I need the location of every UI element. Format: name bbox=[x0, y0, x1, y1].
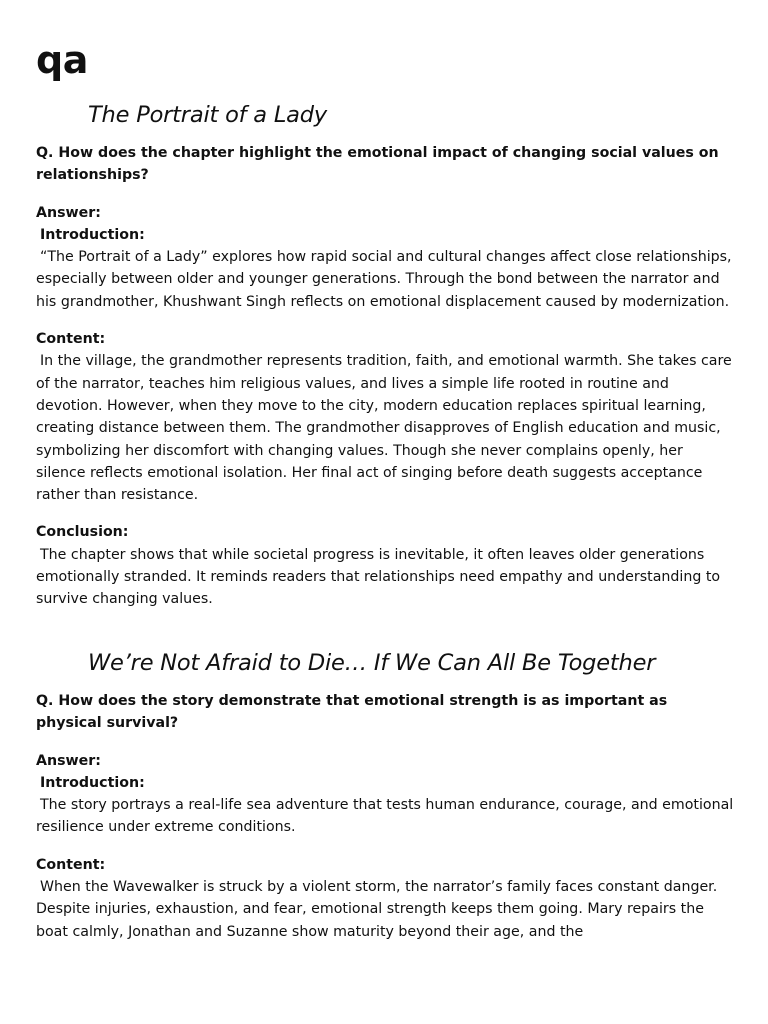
content-text bbox=[36, 876, 736, 943]
content-body: In the village, the grandmother represents tradition, faith, and emotional warmth. She takes care of the narrator, teaches him religious values, and lives a simple life rooted in routine and devotion. However, when they move to the city, modern education replaces spiritual learning, creating distance between them. The grandmother disapproves of English education and music, symbolizing her discomfort with changing values. Though she never complains openly, her silence reflects emotional isolation. Her final act of singing before death suggests acceptance rather than resistance. bbox=[36, 353, 732, 504]
content-body: When the Wavewalker is struck by a violent storm, the narrator’s family faces constant danger. Despite injuries, exhaustion, and fear, emotional strength keeps them going. Mary repairs the boat calmly, Jonathan and Suzanne show maturity beyond their age, and the bbox=[36, 879, 718, 940]
section-title: We’re Not Afraid to Die… If We Can All Be Together bbox=[88, 650, 656, 676]
answer-label: Answer: bbox=[36, 752, 101, 769]
question: Q. How does the chapter highlight the emotional impact of changing social values on relationships? bbox=[36, 145, 719, 184]
introduction-text bbox=[36, 246, 736, 313]
introduction-body: The story portrays a real-life sea adventure that tests human endurance, courage, and emotional resilience under extreme conditions. bbox=[36, 797, 734, 836]
section-portrait-of-a-lady bbox=[36, 102, 736, 611]
document-title: qa bbox=[36, 38, 88, 82]
section-title: The Portrait of a Lady bbox=[88, 102, 327, 128]
conclusion-label: Conclusion: bbox=[36, 524, 129, 541]
question: Q. How does the story demonstrate that emotional strength is as important as physical survival? bbox=[36, 693, 668, 732]
conclusion-body: The chapter shows that while societal progress is inevitable, it often leaves older generations emotionally stranded. It reminds readers that relationships need empathy and understanding to survive changing values. bbox=[36, 546, 721, 608]
content-text bbox=[36, 350, 736, 506]
section-not-afraid-to-die bbox=[36, 650, 736, 943]
conclusion-text bbox=[36, 544, 736, 611]
introduction-label: Introduction: bbox=[40, 774, 145, 791]
introduction-body: “The Portrait of a Lady” explores how rapid social and cultural changes affect close relationships, especially between older and younger generations. Through the bond between the narrator and his grandmother, Khushwant Singh reflects on emotional displacement caused by modernization. bbox=[36, 249, 732, 310]
content-label: Content: bbox=[36, 331, 106, 348]
content-label: Content: bbox=[36, 856, 106, 873]
introduction-text bbox=[36, 794, 736, 839]
introduction-label: Introduction: bbox=[40, 226, 145, 243]
answer-label: Answer: bbox=[36, 204, 101, 221]
